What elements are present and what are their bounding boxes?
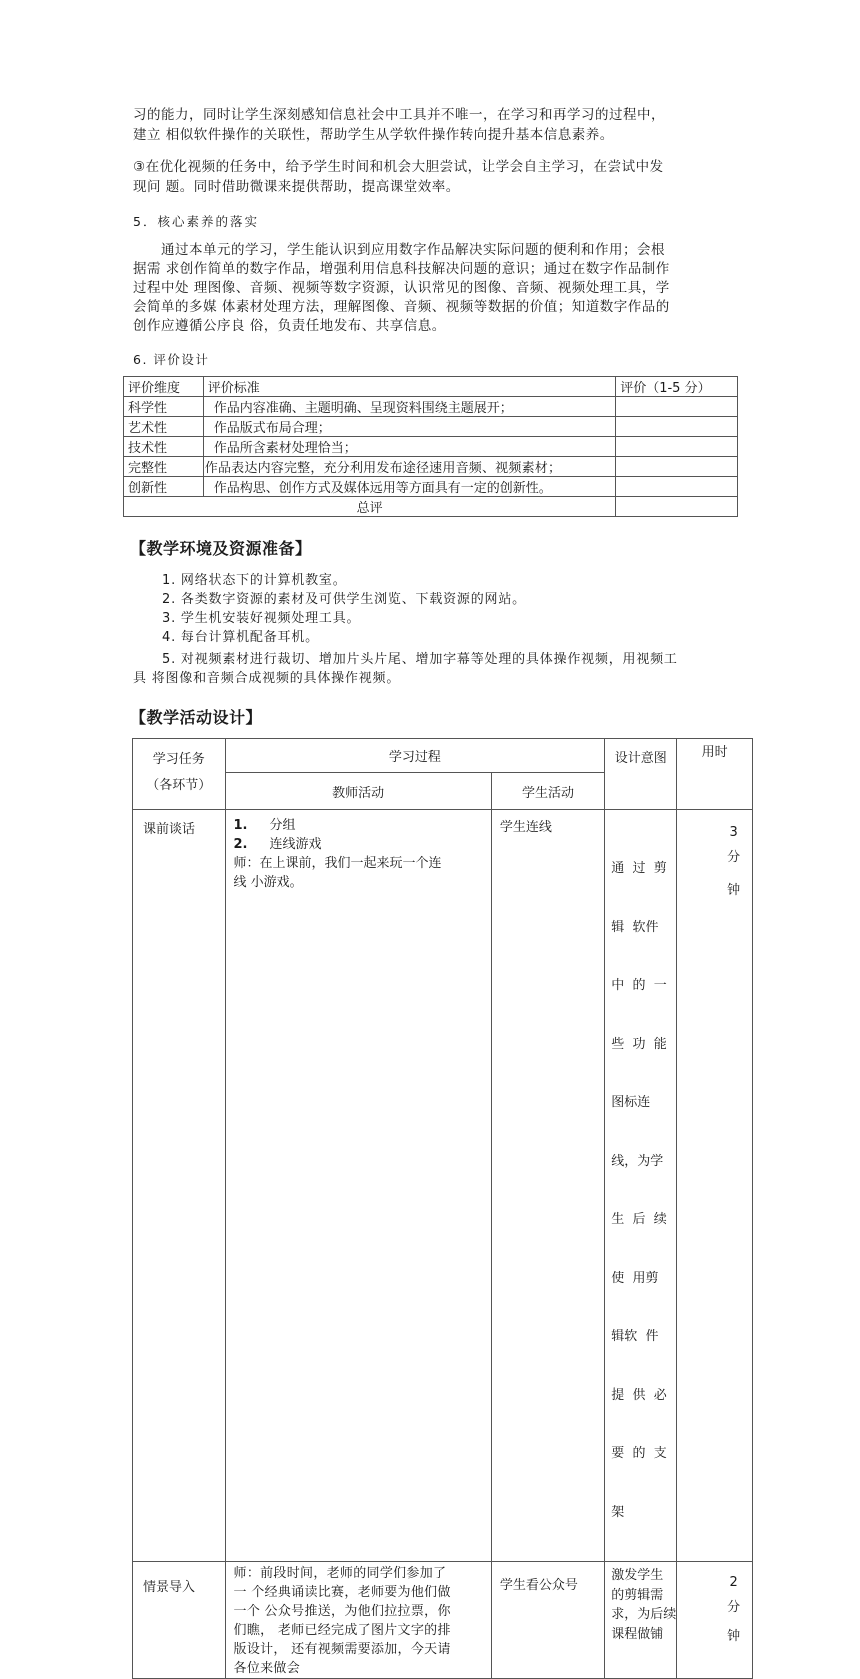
score-cell [616,437,738,457]
intent-line: 通 过 剪 [611,861,667,876]
intent-line: 要 的 支 [611,1446,667,1461]
intro-line-2: 建立 相似软件操作的关联性，帮助学生从学软件操作转向提升基本信息素养。 [133,127,614,143]
table-header-row [124,377,738,397]
intro-line-1: 习的能力，同时让学生深刻感知信息社会中工具并不唯一，在学习和再学习的过程中， [133,107,665,123]
teacher-line: 们瞧， 老师已经完成了图片文字的排 [233,1623,451,1638]
table-row [124,397,738,417]
teacher-line: 版设计， 还有视频需要添加，今天请 [233,1642,451,1657]
header-task-label: 学习任务 [152,752,205,767]
intent-cell [605,1562,677,1679]
point3-line-2: 现问 题。同时借助微课来提供帮助，提高课堂效率。 [133,179,460,195]
evaluation-table [123,376,738,517]
header-task [133,739,226,810]
env-item-3: 3. 学生机安装好视频处理工具。 [162,611,361,626]
intent-line: 图标连 [611,1095,651,1110]
table-row [124,437,738,457]
time-cell [677,810,753,1562]
total-label: 总评 [124,497,616,517]
activity-table [132,738,753,1679]
env-item-2: 2. 各类数字资源的素材及可供学生浏览、下载资源的网站。 [162,592,526,607]
total-score-cell [616,497,738,517]
header-intent: 设计意图 [605,739,677,810]
teacher-cell [225,1562,491,1679]
header-process: 学习过程 [225,739,605,773]
activity-title: 【教学活动设计】 [130,708,263,727]
point3-line-1: ③在优化视频的任务中，给予学生时间和机会大胆尝试，让学会自主学习，在尝试中发 [133,159,664,175]
intent-line: 课程做铺 [611,1626,664,1642]
time-line: 钟 [727,1629,741,1644]
task-cell: 课前谈话 [133,810,226,1562]
section5-line-2: 据需 求创作简单的数字作品，增强利用信息科技解决问题的意识；通过在数字作品制作 [133,261,670,277]
score-cell [616,397,738,417]
list-text: 连线游戏 [269,837,322,852]
intent-line: 求，为后续 [611,1607,677,1622]
teacher-line: 各位来做会 [233,1661,301,1676]
intent-line: 辑软 件 [611,1329,659,1344]
time-line: 2 [729,1575,738,1590]
teacher-line: 师：前段时间，老师的同学们参加了 [233,1566,447,1581]
list-number: 1. [233,818,248,833]
intent-cell [605,810,677,1562]
intent-line: 架 [611,1504,625,1520]
section5-title: 5．核心素养的落实 [133,214,259,229]
time-line: 分 [727,850,741,865]
activity-header-row [133,739,753,773]
intent-line: 的剪辑需 [611,1587,664,1603]
intent-line: 使 用剪 [611,1270,659,1286]
time-line: 钟 [727,883,741,898]
teacher-list-item [234,816,483,835]
header-score: 评价（1-5 分） [616,377,738,397]
teacher-line: 一个 公众号推送，为他们拉拉票，你 [233,1604,451,1619]
student-cell: 学生看公众号 [491,1562,604,1679]
section5-line-1: 通过本单元的学习，学生能认识到应用数字作品解决实际问题的便利和作用；会根 [161,242,665,258]
time-spacer [715,870,752,878]
list-number: 2. [233,837,248,852]
table-row [124,417,738,437]
intent-line: 生 后 续 [611,1212,667,1227]
time-line: 分 [727,1600,741,1615]
intent-line: 提 供 必 [611,1387,667,1403]
header-teacher: 教师活动 [225,773,491,810]
env-item-4: 4. 每台计算机配备耳机。 [162,630,319,645]
intent-line: 线，为学 [611,1153,664,1169]
intent-line: 激发学生 [611,1568,664,1583]
criteria-cell: 作品所含素材处理恰当； [203,437,615,457]
env-item-1: 1. 网络状态下的计算机教室。 [162,573,347,588]
time-cell [677,1562,753,1679]
header-student: 学生活动 [491,773,604,810]
header-task-sub: （各环节） [146,778,212,793]
score-cell [616,477,738,497]
criteria-cell: 作品表达内容完整，充分利用发布途径速用音频、视频素材； [203,457,615,477]
time-line: 3 [729,825,738,840]
score-cell [616,457,738,477]
criteria-cell: 作品版式布局合理； [203,417,615,437]
criteria-cell: 作品内容准确、主题明确、呈现资料围绕主题展开； [203,397,615,417]
env-item-5-cont: 具 将图像和音频合成视频的具体操作视频。 [133,671,401,686]
teacher-line: 线 小游戏。 [233,875,303,890]
teacher-list-item [234,835,483,854]
section5-line-4: 会简单的多媒 体素材处理方法，理解图像、音频、视频等数据的价值；知道数字作品的 [133,299,670,315]
list-text: 分组 [269,818,296,833]
dimension-cell: 创新性 [124,477,204,497]
header-dimension: 评价维度 [124,377,204,397]
section6-title: 6. 评价设计 [133,352,210,367]
student-cell: 学生连线 [491,810,604,1562]
criteria-cell: 作品构思、创作方式及媒体远用等方面具有一定的创新性。 [203,477,615,497]
header-criteria: 评价标准 [203,377,615,397]
table-row [124,477,738,497]
section5-line-5: 创作应遵循公序良 俗，负责任地发布、共享信息。 [133,318,446,334]
score-cell [616,417,738,437]
table-row [133,810,753,1562]
dimension-cell: 科学性 [124,397,204,417]
teacher-line: 师：在上课前，我们一起来玩一个连 [233,856,442,871]
section5-line-3: 过程中处 理图像、音频、视频等数字资源，认识常见的图像、音频、视频处理工具，学 [133,280,670,296]
env-title: 【教学环境及资源准备】 [130,539,312,558]
table-row [133,1562,753,1679]
env-item-5: 5. 对视频素材进行裁切、增加片头片尾、增加字幕等处理的具体操作视频，用视频工 [162,652,678,667]
intent-line: 中 的 一 [611,978,667,993]
task-cell: 情景导入 [133,1562,226,1679]
teacher-cell [225,810,491,1562]
intent-line: 辑 软件 [611,919,659,935]
table-row [124,457,738,477]
dimension-cell: 艺术性 [124,417,204,437]
intent-line: 些 功 能 [611,1036,667,1052]
header-time: 用时 [677,739,753,810]
dimension-cell: 完整性 [124,457,204,477]
dimension-cell: 技术性 [124,437,204,457]
teacher-line: 一 个经典诵读比赛，老师要为他们做 [233,1585,451,1600]
table-total-row [124,497,738,517]
